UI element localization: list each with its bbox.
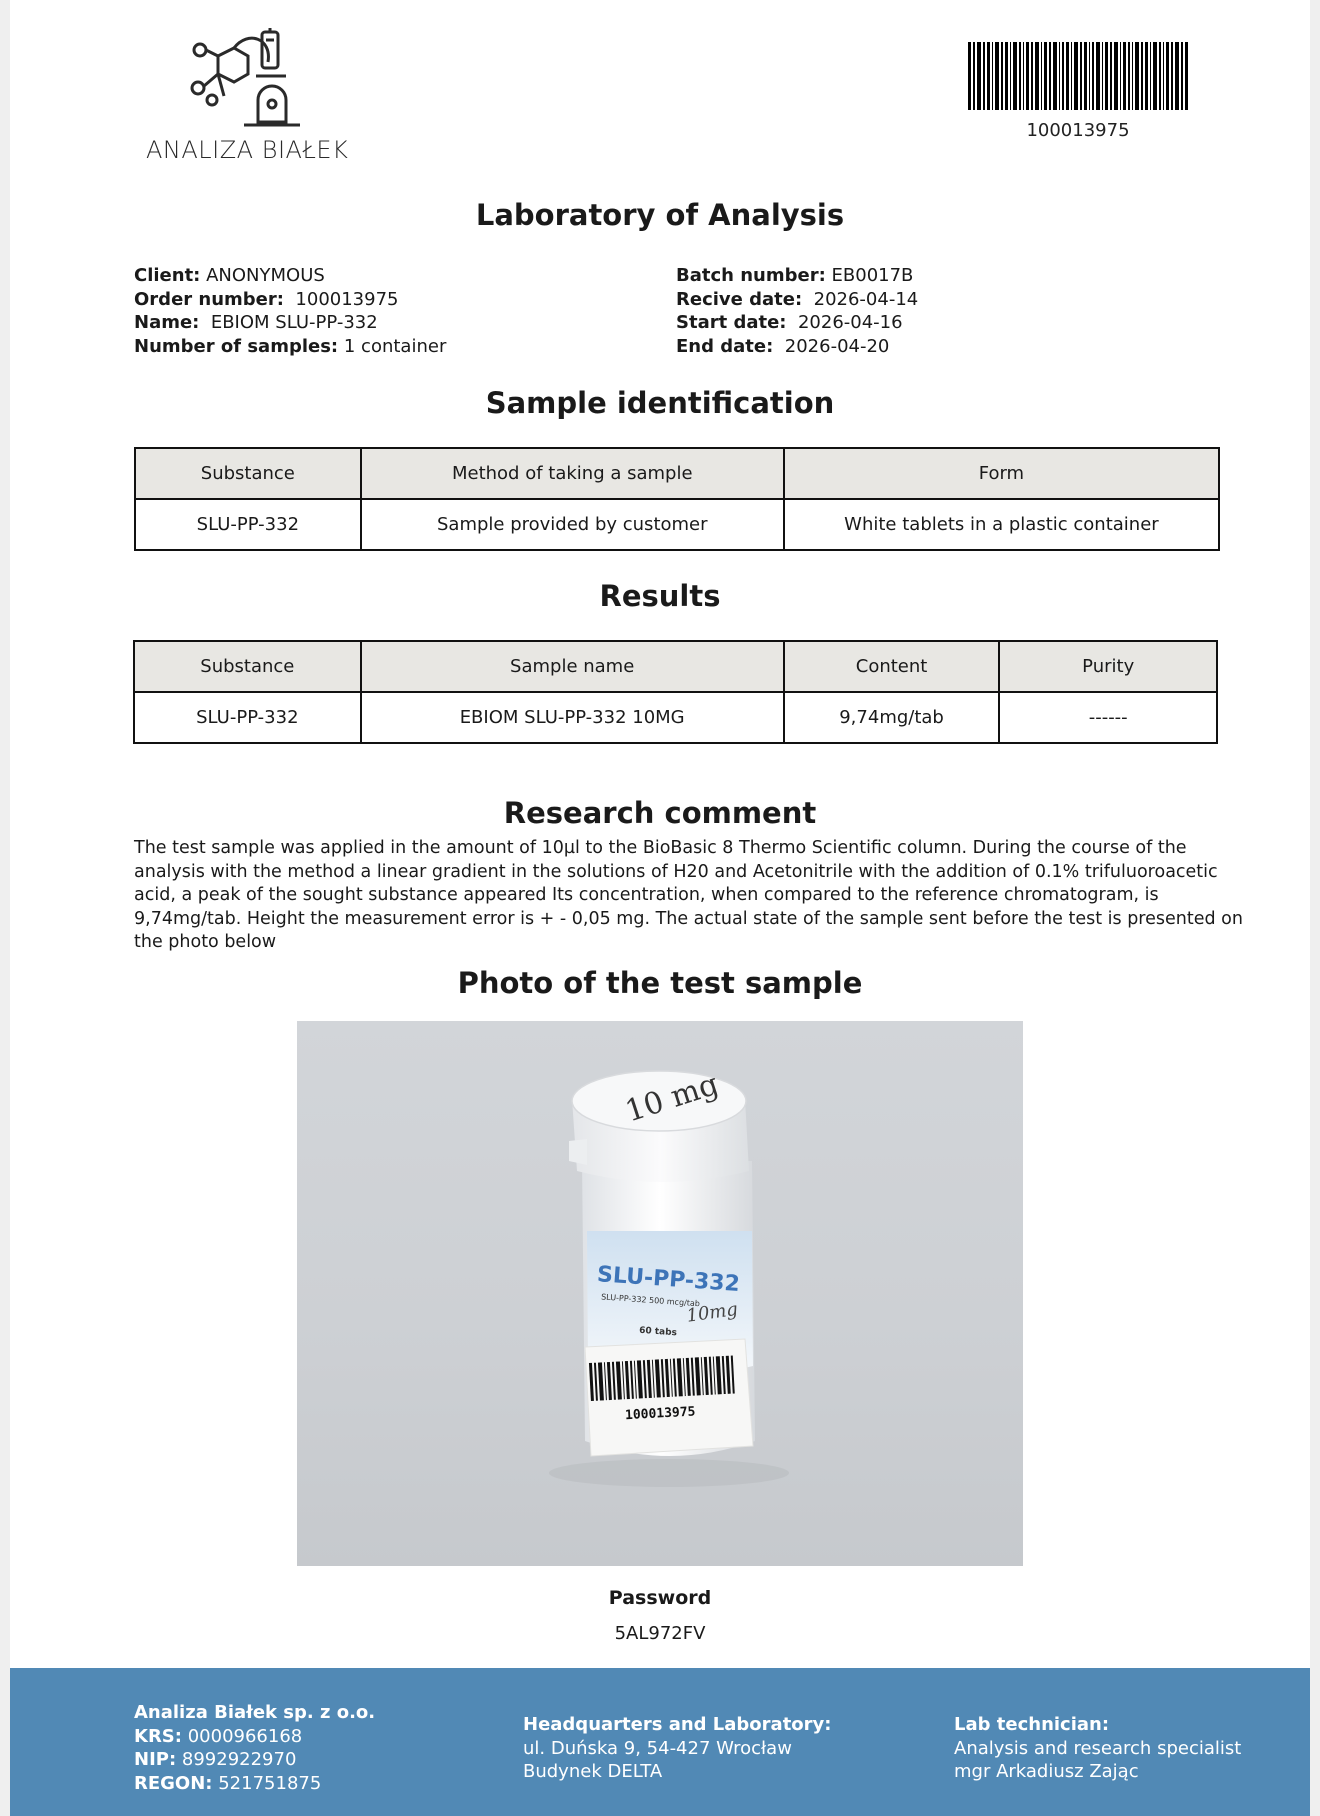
results-table bbox=[133, 640, 1218, 744]
client-line: Client: ANONYMOUS bbox=[134, 265, 325, 286]
bottle-label-handwriting: 10mg bbox=[685, 1298, 740, 1327]
company-logo bbox=[130, 28, 370, 168]
krs-value: 0000966168 bbox=[187, 1725, 303, 1747]
end-date-value: 2026-04-20 bbox=[784, 335, 890, 357]
table-header-cell: Substance bbox=[134, 641, 361, 692]
order-info-right bbox=[676, 264, 918, 358]
bottle-label-title: SLU-PP-332 bbox=[596, 1262, 741, 1298]
regon-value: 521751875 bbox=[218, 1772, 322, 1794]
logo-text: ANALIZA BIAŁEK bbox=[146, 136, 349, 164]
report-page bbox=[10, 0, 1310, 1816]
batch-value: EB0017B bbox=[831, 265, 914, 286]
footer bbox=[10, 1668, 1310, 1816]
headquarters-building: Budynek DELTA bbox=[523, 1761, 663, 1782]
table-header-cell: Form bbox=[784, 448, 1219, 499]
start-date-line: Start date: 2026-04-16 bbox=[676, 312, 903, 333]
table-header-cell: Content bbox=[784, 641, 1000, 692]
order-info-left bbox=[134, 264, 446, 358]
end-date-line: End date: 2026-04-20 bbox=[676, 335, 890, 357]
order-number-line: Order number: 100013975 bbox=[134, 288, 399, 310]
table-cell: ------ bbox=[999, 692, 1217, 743]
table-header-row bbox=[135, 448, 1219, 499]
table-cell: White tablets in a plastic container bbox=[784, 499, 1219, 550]
password-value: 5AL972FV bbox=[614, 1623, 706, 1644]
page-title: Laboratory of Analysis bbox=[475, 198, 845, 232]
footer-lab-technician bbox=[954, 1713, 1241, 1784]
photo-barcode-number: 100013975 bbox=[624, 1404, 696, 1424]
name-value: EBIOM SLU-PP-332 bbox=[210, 312, 378, 333]
table-row bbox=[135, 499, 1219, 550]
start-date-value: 2026-04-16 bbox=[797, 312, 903, 333]
sample-identification-heading: Sample identification bbox=[485, 386, 835, 420]
sample-identification-table bbox=[134, 447, 1220, 551]
table-header-cell: Purity bbox=[999, 641, 1217, 692]
batch-line: Batch number: EB0017B bbox=[676, 265, 914, 286]
password-label: Password bbox=[608, 1587, 712, 1609]
table-row bbox=[134, 692, 1217, 743]
barcode bbox=[968, 42, 1188, 110]
receive-date-value: 2026-04-14 bbox=[813, 288, 919, 310]
table-cell: SLU-PP-332 bbox=[134, 692, 361, 743]
order-number-value: 100013975 bbox=[295, 288, 399, 310]
table-cell: Sample provided by customer bbox=[361, 499, 784, 550]
samples-value: 1 container bbox=[343, 335, 447, 357]
table-cell: SLU-PP-332 bbox=[135, 499, 361, 550]
molecule-microscope-icon bbox=[190, 28, 302, 130]
table-header-row bbox=[134, 641, 1217, 692]
company-name: Analiza Białek sp. z o.o. bbox=[134, 1702, 376, 1723]
receive-date-line: Recive date: 2026-04-14 bbox=[676, 288, 919, 310]
headquarters-address: ul. Duńska 9, 54-427 Wrocław bbox=[523, 1737, 792, 1759]
sample-photo bbox=[297, 1021, 1023, 1566]
table-header-cell: Substance bbox=[135, 448, 361, 499]
name-line: Name: EBIOM SLU-PP-332 bbox=[134, 312, 378, 333]
bottle-label-subtitle: SLU-PP-332 500 mcg/tab bbox=[600, 1292, 701, 1309]
table-cell: 9,74mg/tab bbox=[784, 692, 1000, 743]
lab-technician-role: Analysis and research specialist bbox=[954, 1737, 1242, 1759]
client-value: ANONYMOUS bbox=[206, 265, 325, 286]
samples-line: Number of samples: 1 container bbox=[134, 335, 447, 357]
lab-technician-label: Lab technician: bbox=[954, 1714, 1110, 1735]
table-header-cell: Sample name bbox=[361, 641, 784, 692]
barcode-number: 100013975 bbox=[1026, 120, 1130, 141]
table-cell: EBIOM SLU-PP-332 10MG bbox=[361, 692, 784, 743]
nip-value: 8992922970 bbox=[181, 1749, 297, 1770]
research-comment-heading: Research comment bbox=[503, 796, 817, 830]
lab-technician-name: mgr Arkadiusz Zając bbox=[954, 1761, 1139, 1782]
sample-bottle-image bbox=[297, 1021, 1023, 1566]
table-header-cell: Method of taking a sample bbox=[361, 448, 784, 499]
bottle-label-count: 60 tabs bbox=[638, 1325, 678, 1339]
footer-company: Analiza Białek sp. z o.o. KRS: 0000966168 NIP: 8992922970 REGON: 521751875 bbox=[134, 1702, 376, 1794]
results-heading: Results bbox=[599, 579, 721, 613]
footer-headquarters bbox=[523, 1713, 831, 1784]
research-comment-text: The test sample was applied in the amount of 10µl to the BioBasic 8 Thermo Scientific column. During the course of the analysis with the method a linear gradient in the solutions of H20 and Acetonitrile with the addition of 0.1% trifuluoroacetic acid, a peak of the sought substance appeared Its concentration, when compared to the reference chromatogram, is 9,74mg/tab. Height the measurement error is + - 0,05 mg. The actual state of the sample sent before the test is presented on the photo below bbox=[134, 838, 1243, 953]
cap-text: 10 mg bbox=[621, 1066, 723, 1130]
headquarters-label: Headquarters and Laboratory: bbox=[523, 1714, 832, 1735]
photo-heading: Photo of the test sample bbox=[457, 966, 863, 1000]
